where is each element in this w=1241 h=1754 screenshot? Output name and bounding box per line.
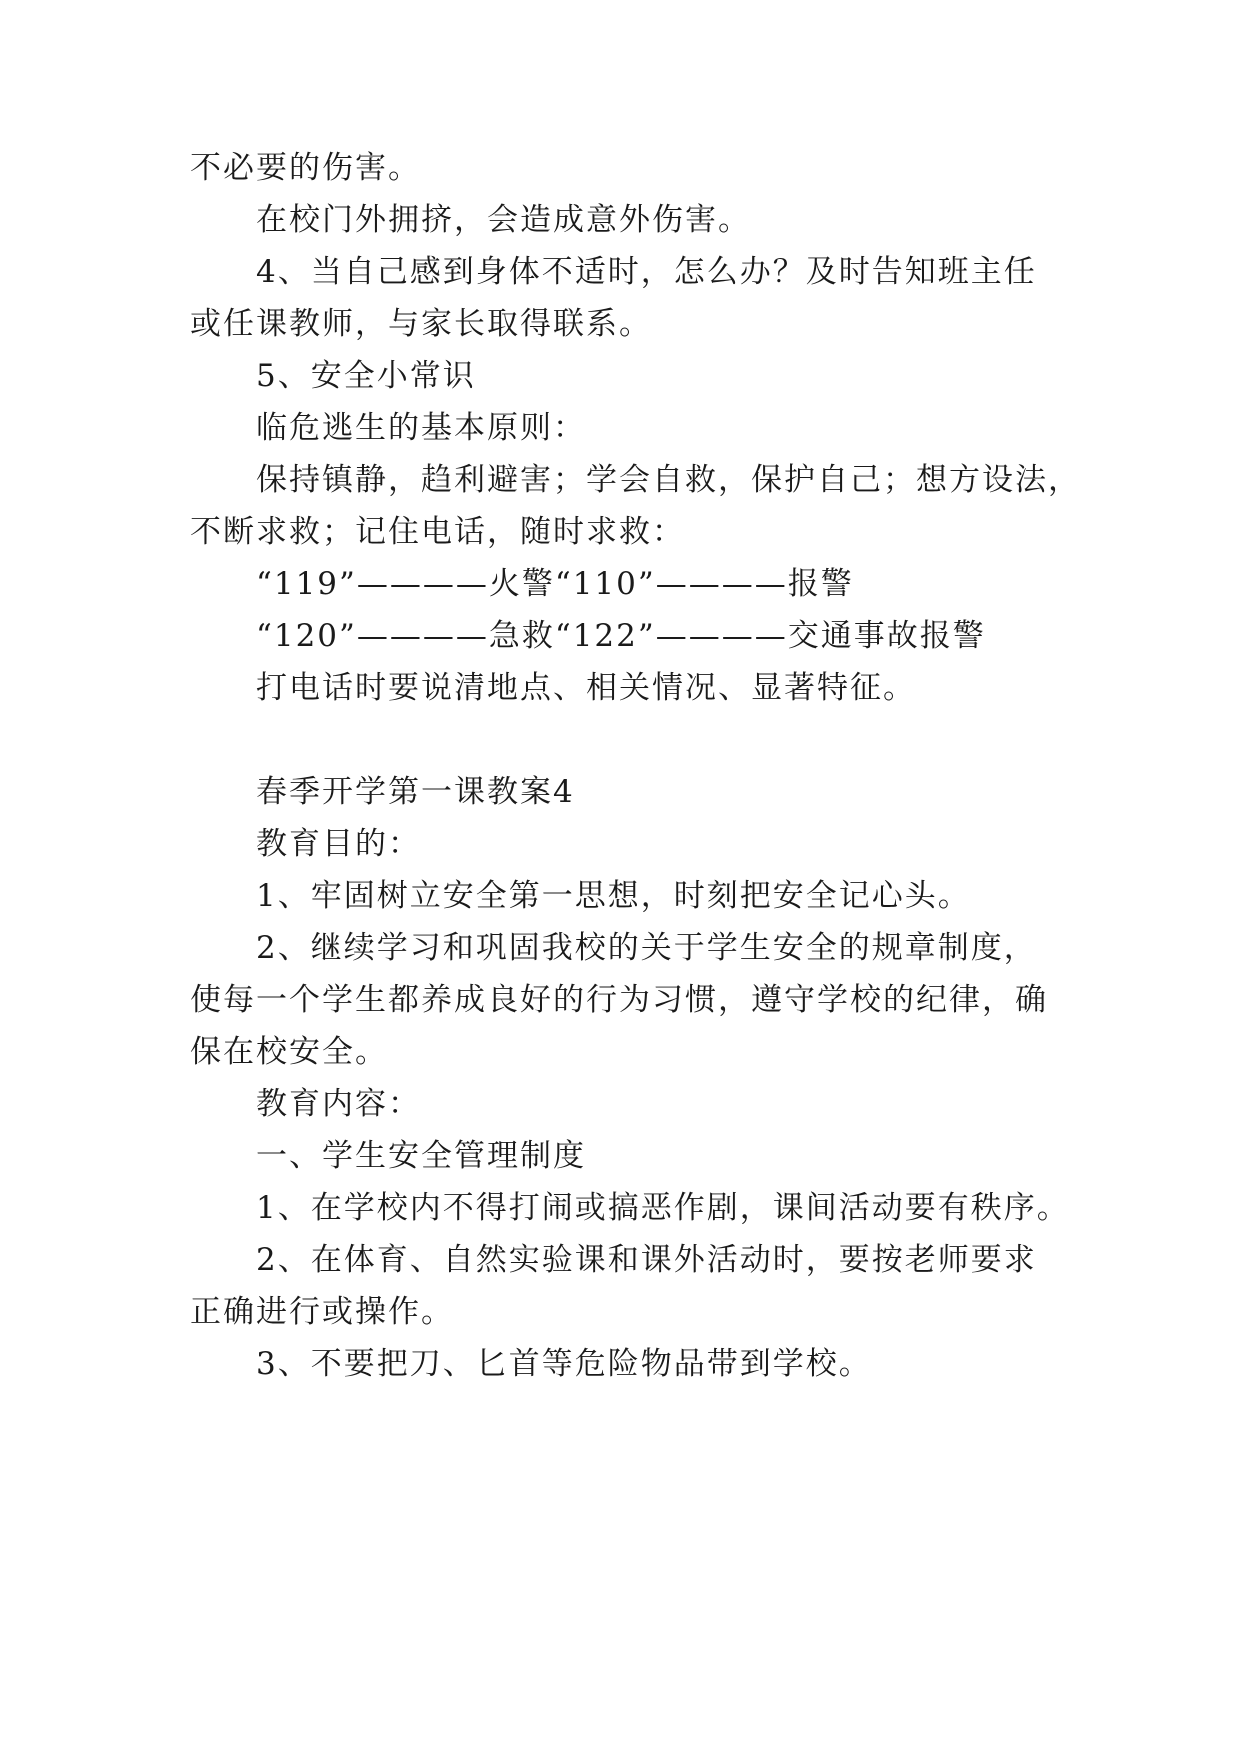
paragraph-line: 保持镇静，趋利避害；学会自救，保护自己；想方设法， — [256, 462, 1081, 498]
paragraph-line: 使每一个学生都养成良好的行为习惯，遵守学校的纪律，确 — [190, 982, 1048, 1018]
paragraph-line: 不断求救；记住电话，随时求救： — [190, 514, 685, 550]
paragraph-line: 打电话时要说清地点、相关情况、显著特征。 — [256, 670, 916, 706]
paragraph-line: 4、当自己感到身体不适时，怎么办？及时告知班主任 — [256, 254, 1037, 290]
paragraph-line: 教育目的： — [256, 826, 421, 862]
paragraph-line: 在校门外拥挤，会造成意外伤害。 — [256, 202, 751, 238]
paragraph-line: 1、在学校内不得打闹或搞恶作剧，课间活动要有秩序。 — [256, 1190, 1070, 1226]
paragraph-line: 2、在体育、自然实验课和课外活动时，要按老师要求 — [256, 1242, 1037, 1278]
paragraph-line: 临危逃生的基本原则： — [256, 410, 586, 446]
paragraph-line: 教育内容： — [256, 1086, 421, 1122]
paragraph-line: 5、安全小常识 — [256, 358, 476, 394]
paragraph-line: 或任课教师，与家长取得联系。 — [190, 306, 652, 342]
paragraph-line: 正确进行或操作。 — [190, 1294, 454, 1330]
paragraph-line: 不必要的伤害。 — [190, 150, 421, 186]
phone-number-line: “119”————火警“110”————报警 — [256, 566, 854, 602]
paragraph-line: 1、牢固树立安全第一思想，时刻把安全记心头。 — [256, 878, 971, 914]
paragraph-line: 保在校安全。 — [190, 1034, 388, 1070]
section-title: 春季开学第一课教案4 — [256, 774, 575, 810]
paragraph-line: 2、继续学习和巩固我校的关于学生安全的规章制度， — [256, 930, 1037, 966]
paragraph-line: 3、不要把刀、匕首等危险物品带到学校。 — [256, 1346, 872, 1382]
subsection-title: 一、学生安全管理制度 — [256, 1138, 586, 1174]
phone-number-line: “120”————急救“122”————交通事故报警 — [256, 618, 986, 654]
